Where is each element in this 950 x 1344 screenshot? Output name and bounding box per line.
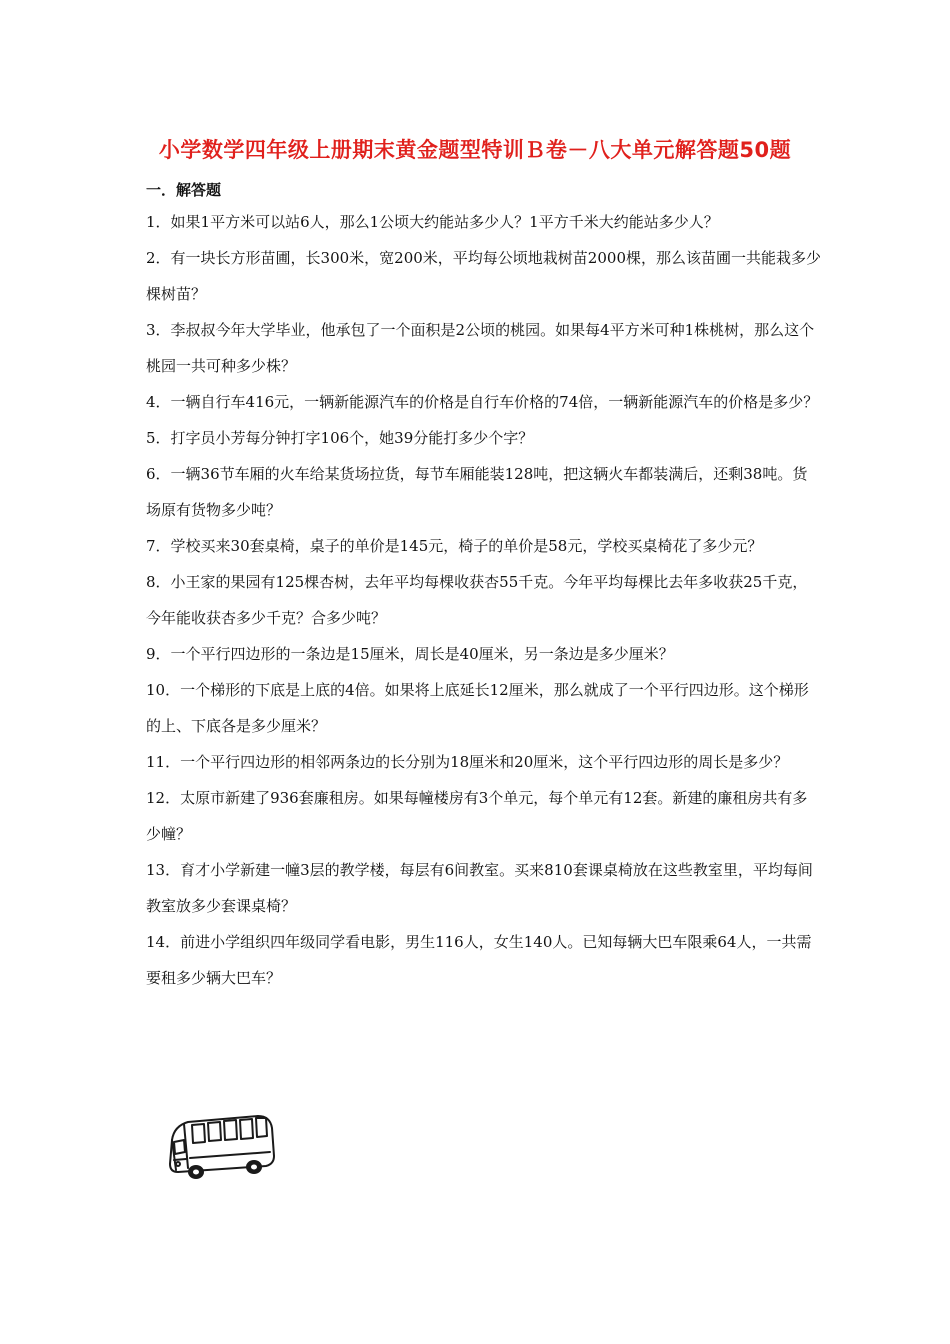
bus-icon: [166, 1112, 278, 1184]
question-item: [146, 384, 822, 420]
question-item: [146, 528, 822, 564]
question-text: 学校买来30套桌椅，桌子的单价是145元，椅子的单价是58元，学校买桌椅花了多少元？: [170, 537, 763, 555]
question-text: 一辆36节车厢的火车给某货场拉货，每节车厢能装128吨，把这辆火车都装满后，还剩38吨。货场原有货物多少吨？: [146, 465, 808, 519]
question-text: 小王家的果园有125棵杏树，去年平均每棵收获杏55千克。今年平均每棵比去年多收获25千克，今年能收获杏多少千克？合多少吨？: [146, 573, 808, 627]
question-text: 有一块长方形苗圃，长300米，宽200米，平均每公顷地栽树苗2000棵，那么该苗圃一共能栽多少棵树苗？: [146, 249, 821, 303]
question-list: [146, 204, 822, 996]
question-text: 李叔叔今年大学毕业，他承包了一个面积是2公顷的桃园。如果每4平方米可种1株桃树，那么这个桃园一共可种多少株？: [146, 321, 815, 375]
page-title: 小学数学四年级上册期末黄金题型特训Ｂ卷－八大单元解答题50题: [158, 138, 792, 162]
section-heading: 一．解答题: [146, 181, 222, 199]
question-number: 6．: [146, 465, 171, 483]
question-item: [146, 744, 822, 780]
question-item: [146, 672, 822, 744]
question-number: 2．: [146, 249, 171, 267]
question-text: 如果1平方米可以站6人，那么1公顷大约能站多少人？1平方千米大约能站多少人？: [170, 213, 719, 231]
question-item: [146, 312, 822, 384]
question-item: [146, 240, 822, 312]
question-number: 11．: [146, 753, 181, 771]
question-number: 1．: [146, 213, 171, 231]
question-number: 8．: [146, 573, 171, 591]
question-number: 5．: [146, 429, 171, 447]
question-number: 9．: [146, 645, 171, 663]
question-text: 前进小学组织四年级同学看电影，男生116人，女生140人。已知每辆大巴车限乘64人，一共需要租多少辆大巴车？: [146, 933, 812, 987]
question-number: 12．: [146, 789, 181, 807]
question-number: 14．: [146, 933, 181, 951]
question-item: [146, 204, 822, 240]
question-number: 3．: [146, 321, 171, 339]
question-text: 育才小学新建一幢3层的教学楼，每层有6间教室。买来810套课桌椅放在这些教室里，平均每间教室放多少套课桌椅？: [146, 861, 813, 915]
question-text: 一个平行四边形的一条边是15厘米，周长是40厘米，另一条边是多少厘米？: [170, 645, 674, 663]
question-number: 4．: [146, 393, 171, 411]
question-item: [146, 780, 822, 852]
question-number: 13．: [146, 861, 181, 879]
question-item: [146, 456, 822, 528]
question-item: [146, 420, 822, 456]
question-item: [146, 636, 822, 672]
question-item: [146, 564, 822, 636]
question-text: 太原市新建了936套廉租房。如果每幢楼房有3个单元，每个单元有12套。新建的廉租房共有多少幢？: [146, 789, 808, 843]
question-text: 打字员小芳每分钟打字106个，她39分能打多少个字？: [170, 429, 534, 447]
question-item: [146, 852, 822, 924]
question-number: 10．: [146, 681, 181, 699]
question-number: 7．: [146, 537, 171, 555]
question-text: 一个梯形的下底是上底的4倍。如果将上底延长12厘米，那么就成了一个平行四边形。这个梯形的上、下底各是多少厘米？: [146, 681, 809, 735]
question-text: 一辆自行车416元，一辆新能源汽车的价格是自行车价格的74倍，一辆新能源汽车的价格是多少？: [170, 393, 819, 411]
question-text: 一个平行四边形的相邻两条边的长分别为18厘米和20厘米，这个平行四边形的周长是多少？: [180, 753, 789, 771]
question-item: [146, 924, 822, 996]
